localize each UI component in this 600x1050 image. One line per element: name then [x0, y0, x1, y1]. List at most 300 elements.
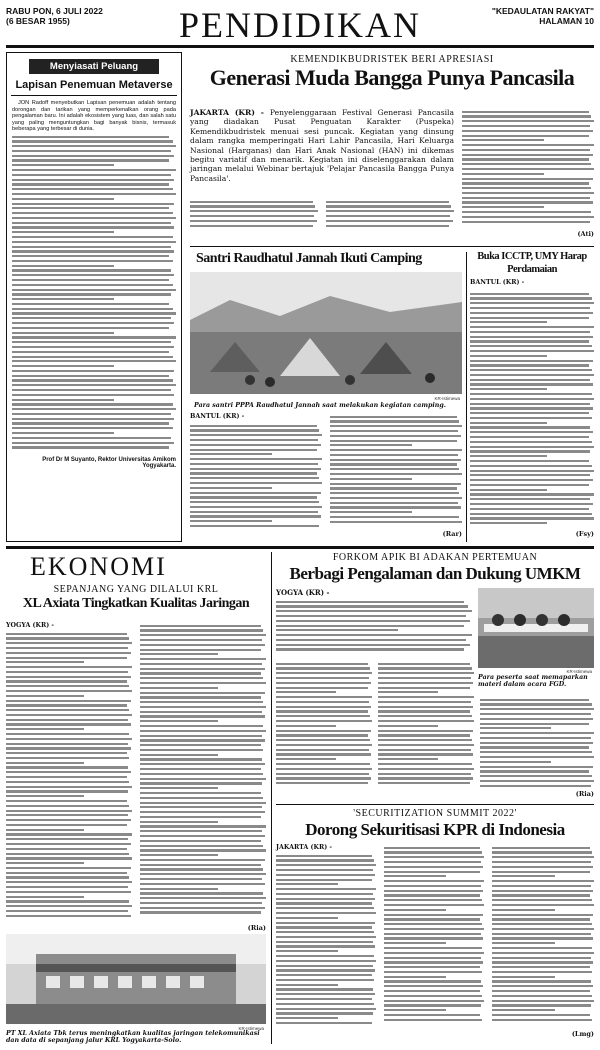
text-line [470, 374, 594, 376]
divider [466, 252, 467, 542]
text-line [470, 302, 594, 304]
text-line [480, 766, 593, 768]
text-line [384, 866, 483, 868]
text-line [480, 732, 594, 734]
text-line [384, 856, 484, 858]
text-line [462, 216, 594, 218]
text-line [330, 454, 458, 456]
text-line [6, 690, 132, 692]
text-line [12, 322, 174, 324]
text-line [492, 1019, 592, 1021]
text-line [140, 754, 218, 756]
text-line [12, 289, 176, 291]
text-line [6, 872, 127, 874]
text-line [378, 744, 474, 746]
text-line [276, 730, 371, 732]
text-line [276, 931, 374, 933]
text-line [470, 293, 589, 295]
text-line [12, 265, 114, 267]
top-kicker: KEMENDIKBUDRISTEK BERI APRESIASI [290, 54, 494, 65]
text-line [378, 715, 472, 717]
umkm-sign: (Ria) [575, 790, 594, 798]
javanese-date: (6 BESAR 1955) [6, 16, 70, 26]
text-line [12, 360, 176, 362]
text-line [492, 952, 594, 954]
text-line [6, 805, 129, 807]
text-line [276, 610, 472, 612]
text-line [384, 961, 483, 963]
top-col-3 [462, 108, 594, 225]
paper-name: "KEDAULATAN RAKYAT" [491, 6, 594, 16]
text-line [190, 425, 317, 427]
xl-story [6, 584, 266, 1044]
icctp-dateline: BANTUL (KR) - [470, 279, 525, 286]
text-line [384, 1014, 480, 1016]
text-line [6, 728, 84, 730]
text-line [384, 885, 481, 887]
text-line [140, 682, 266, 684]
text-line [276, 1008, 376, 1010]
text-line [470, 460, 589, 462]
kpr-story [276, 808, 594, 1044]
sidebar-column [6, 52, 182, 542]
text-line [492, 923, 592, 925]
text-line [470, 412, 589, 414]
text-line [330, 463, 457, 465]
text-line [190, 511, 318, 513]
text-line [6, 647, 128, 649]
text-line [470, 336, 593, 338]
text-line [492, 942, 555, 944]
text-line [6, 886, 128, 888]
text-line [6, 637, 129, 639]
text-line [190, 487, 272, 489]
text-line [330, 506, 461, 508]
camping-story [190, 250, 462, 542]
text-line [492, 980, 591, 982]
text-line [6, 838, 128, 840]
text-line [492, 928, 594, 930]
text-line [6, 857, 132, 859]
text-line [12, 346, 174, 348]
text-line [462, 201, 593, 203]
text-line [470, 441, 592, 443]
text-line [378, 667, 472, 669]
text-line [12, 384, 176, 386]
text-line [12, 207, 169, 209]
text-line [470, 393, 592, 395]
text-line [384, 966, 480, 968]
text-line [330, 502, 458, 504]
text-line [470, 503, 593, 505]
text-line [190, 520, 272, 522]
text-line [470, 455, 547, 457]
text-line [12, 351, 169, 353]
text-line [378, 753, 473, 755]
text-line [378, 782, 470, 784]
umkm-photo [478, 588, 594, 668]
text-line [384, 904, 484, 906]
text-line [276, 667, 370, 669]
text-line [190, 506, 322, 508]
text-line [384, 985, 483, 987]
text-line [470, 331, 590, 333]
text-line [492, 985, 593, 987]
text-line [12, 446, 169, 448]
text-line [12, 145, 176, 147]
text-line [12, 308, 173, 310]
text-line [384, 847, 480, 849]
text-line [190, 496, 317, 498]
text-line [470, 383, 593, 385]
text-line [492, 890, 593, 892]
date-line: RABU PON, 6 JULI 2022 [6, 6, 103, 16]
icctp-story [470, 250, 594, 542]
text-line [140, 706, 266, 708]
text-line [470, 355, 547, 357]
text-line [276, 701, 369, 703]
text-line [326, 220, 453, 222]
text-line [470, 470, 594, 472]
text-line [462, 211, 591, 213]
text-line [12, 217, 176, 219]
text-line [326, 205, 451, 207]
text-line [470, 297, 592, 299]
text-line [470, 450, 590, 452]
text-line [190, 429, 319, 431]
text-line [492, 1000, 594, 1002]
text-line [276, 672, 372, 674]
text-line [6, 905, 132, 907]
umkm-photo-credit: KR-Istimewa [566, 669, 592, 674]
text-line [384, 990, 480, 992]
text-line [6, 833, 132, 835]
text-line [190, 201, 313, 203]
text-line [378, 691, 438, 693]
icctp-col [470, 290, 594, 527]
text-line [12, 356, 173, 358]
text-line [330, 516, 459, 518]
text-line [140, 859, 265, 861]
text-line [6, 881, 132, 883]
text-line [12, 341, 171, 343]
text-line [6, 910, 128, 912]
text-line [276, 720, 372, 722]
umkm-kicker: FORKOM APIK BI ADAKAN PERTEMUAN [332, 552, 538, 563]
text-line [276, 922, 375, 924]
text-line [378, 720, 474, 722]
text-line [384, 923, 482, 925]
sidebar-body [7, 96, 181, 455]
text-line [140, 749, 263, 751]
text-line [384, 899, 482, 901]
icctp-headline: Buka ICCTP, UMY Harap Perdamaian [477, 251, 587, 275]
camping-caption: Para santri PPPA Raudhatul Jannah saat melakukan kegiatan camping. [194, 402, 446, 409]
text-line [480, 708, 594, 710]
text-line [276, 874, 375, 876]
kpr-sign: (Lmg) [571, 1030, 594, 1038]
text-line [378, 677, 471, 679]
text-line [6, 738, 132, 740]
text-line [326, 201, 449, 203]
text-line [384, 928, 484, 930]
text-line [330, 473, 462, 475]
text-line [470, 436, 589, 438]
text-line [276, 984, 338, 986]
text-line [276, 758, 336, 760]
text-line [12, 231, 114, 233]
text-line [6, 915, 131, 917]
umkm-caption: Para peserta saat memaparkan materi dalam acara FGD. [478, 674, 588, 689]
text-line [470, 321, 547, 323]
text-line [6, 723, 131, 725]
text-line [12, 389, 171, 391]
text-line [480, 770, 589, 772]
kpr-kicker: 'SECURITIZATION SUMMIT 2022' [353, 808, 517, 819]
text-line [190, 210, 318, 212]
text-line [384, 933, 481, 935]
text-line [462, 178, 593, 180]
text-line [378, 682, 473, 684]
text-line [190, 501, 319, 503]
text-line [462, 120, 594, 122]
text-line [470, 474, 590, 476]
text-line [190, 472, 317, 474]
text-line [330, 497, 462, 499]
ekonomi-section-label: EKONOMI [30, 552, 167, 581]
text-line [276, 634, 472, 636]
section-title: PENDIDIKAN [179, 5, 421, 45]
text-line [140, 773, 263, 775]
text-line [384, 909, 446, 911]
xl-dateline: YOGYA (KR) - [6, 622, 54, 629]
text-line [470, 364, 589, 366]
text-line [12, 336, 176, 338]
text-line [276, 979, 374, 981]
text-line [276, 687, 368, 689]
text-line [6, 642, 132, 644]
text-line [140, 835, 265, 837]
text-line [140, 677, 263, 679]
text-line [140, 849, 266, 851]
text-line [140, 739, 265, 741]
xl-photo-image [6, 934, 266, 1024]
text-line [140, 888, 218, 890]
text-line [384, 976, 446, 978]
text-line [12, 241, 176, 243]
section-rule [6, 546, 594, 549]
text-line [140, 672, 261, 674]
text-line [378, 739, 472, 741]
text-line [140, 625, 261, 627]
text-line [492, 904, 594, 906]
kpr-col-3 [492, 844, 594, 1024]
text-line [140, 711, 262, 713]
text-line [470, 417, 592, 419]
text-line [480, 780, 594, 782]
text-line [6, 762, 84, 764]
text-line [276, 950, 338, 952]
divider [190, 246, 594, 247]
text-line [470, 422, 547, 424]
text-line [492, 894, 590, 896]
text-line [378, 725, 438, 727]
text-line [378, 749, 471, 751]
text-line [384, 851, 482, 853]
text-line [12, 269, 171, 271]
text-line [12, 432, 114, 434]
text-line [140, 634, 266, 636]
text-line [470, 508, 589, 510]
text-line [492, 866, 593, 868]
text-line [276, 879, 372, 881]
text-line [276, 974, 372, 976]
top-lead [190, 108, 454, 183]
text-line [12, 179, 174, 181]
text-line [462, 221, 590, 223]
text-line [190, 482, 322, 484]
camping-photo-credit: KR-Istimewa [434, 396, 460, 401]
text-line [6, 766, 128, 768]
xl-col-1 [6, 630, 132, 919]
text-line [12, 370, 174, 372]
text-line [276, 888, 376, 890]
text-line [140, 653, 218, 655]
text-line [470, 431, 593, 433]
text-line [6, 709, 129, 711]
text-line [140, 911, 261, 913]
text-line [462, 197, 590, 199]
text-line [462, 125, 590, 127]
text-line [6, 657, 127, 659]
text-line [492, 990, 590, 992]
text-line [330, 511, 412, 513]
camping-col-1 [190, 422, 322, 530]
text-line [378, 777, 473, 779]
text-line [480, 727, 551, 729]
text-line [492, 847, 590, 849]
umkm-col-2 [378, 660, 474, 787]
text-line [276, 691, 336, 693]
text-line [6, 829, 84, 831]
text-line [140, 692, 265, 694]
text-line [276, 625, 464, 627]
text-line [330, 425, 462, 427]
text-line [492, 947, 592, 949]
text-line [140, 868, 263, 870]
text-line [12, 332, 114, 334]
text-line [378, 773, 471, 775]
text-line [6, 776, 127, 778]
text-line [276, 710, 368, 712]
text-line [330, 492, 459, 494]
text-line [384, 947, 482, 949]
top-lead-text: Penyelenggaraan Festival Generasi Pancasila yang diadakan Pusat Penguatan Karakter (Puspeka) Kemendikbudristek menuai sesi puncak. Kegiatan yang dinsung dalam rangka memperingati Hari Lahir Pancasila, Hari Keluarga Nasional (Harganas) dan Hari Anak Nasional (HAN) ini dikemas begitu variatif dan menarik. Kegiatan ini diselenggarakan dalam jaringan melalui Webinar bertajuk 'Pelajar Pancasila Bangga Punya Pancasila'. [190, 108, 454, 183]
text-line [140, 816, 261, 818]
text-line [6, 680, 127, 682]
text-line [462, 111, 589, 113]
umkm-story [276, 552, 594, 802]
text-line [492, 880, 594, 882]
text-line [384, 914, 483, 916]
text-line [276, 777, 371, 779]
text-line [140, 821, 218, 823]
text-line [140, 768, 261, 770]
text-line [276, 945, 375, 947]
text-line [12, 427, 173, 429]
text-line [12, 193, 176, 195]
text-line [470, 484, 589, 486]
text-line [140, 644, 265, 646]
text-line [12, 226, 174, 228]
text-line [12, 169, 176, 171]
text-line [384, 875, 446, 877]
text-line [276, 1003, 374, 1005]
text-line [140, 907, 265, 909]
text-line [276, 734, 368, 736]
text-line [276, 715, 370, 717]
text-line [276, 969, 375, 971]
text-line [462, 154, 593, 156]
text-line [276, 883, 338, 885]
text-line [492, 966, 590, 968]
umkm-lead-col [276, 598, 472, 653]
text-line [276, 988, 373, 990]
text-line [470, 317, 589, 319]
text-line [6, 676, 131, 678]
text-line [330, 416, 457, 418]
text-line [276, 663, 368, 665]
masthead-paper [492, 6, 594, 26]
text-line [276, 941, 373, 943]
text-line [140, 897, 266, 899]
text-line [12, 155, 174, 157]
text-line [462, 163, 591, 165]
text-line [190, 453, 272, 455]
text-line [6, 733, 129, 735]
sidebar-author: Prof Dr M Suyanto, Rektor Universitas Amikom Yogyakarta. [42, 457, 176, 470]
text-line [140, 725, 263, 727]
text-line [6, 862, 84, 864]
text-line [470, 350, 594, 352]
text-line [492, 861, 591, 863]
text-line [276, 744, 372, 746]
text-line [384, 952, 484, 954]
text-line [470, 465, 592, 467]
text-line [276, 739, 370, 741]
text-line [378, 768, 474, 770]
text-line [12, 284, 173, 286]
text-line [12, 403, 173, 405]
text-line [276, 859, 374, 861]
text-line [492, 875, 555, 877]
text-line [140, 663, 262, 665]
text-line [330, 521, 462, 523]
text-line [480, 785, 591, 787]
text-line [492, 909, 555, 911]
text-line [190, 525, 319, 527]
text-line [470, 345, 592, 347]
text-line [140, 802, 266, 804]
text-line [6, 700, 131, 702]
text-line [6, 867, 131, 869]
text-line [140, 806, 262, 808]
text-line [470, 312, 593, 314]
divider [271, 552, 272, 1044]
text-line [378, 758, 438, 760]
text-line [276, 998, 372, 1000]
text-line [462, 206, 544, 208]
